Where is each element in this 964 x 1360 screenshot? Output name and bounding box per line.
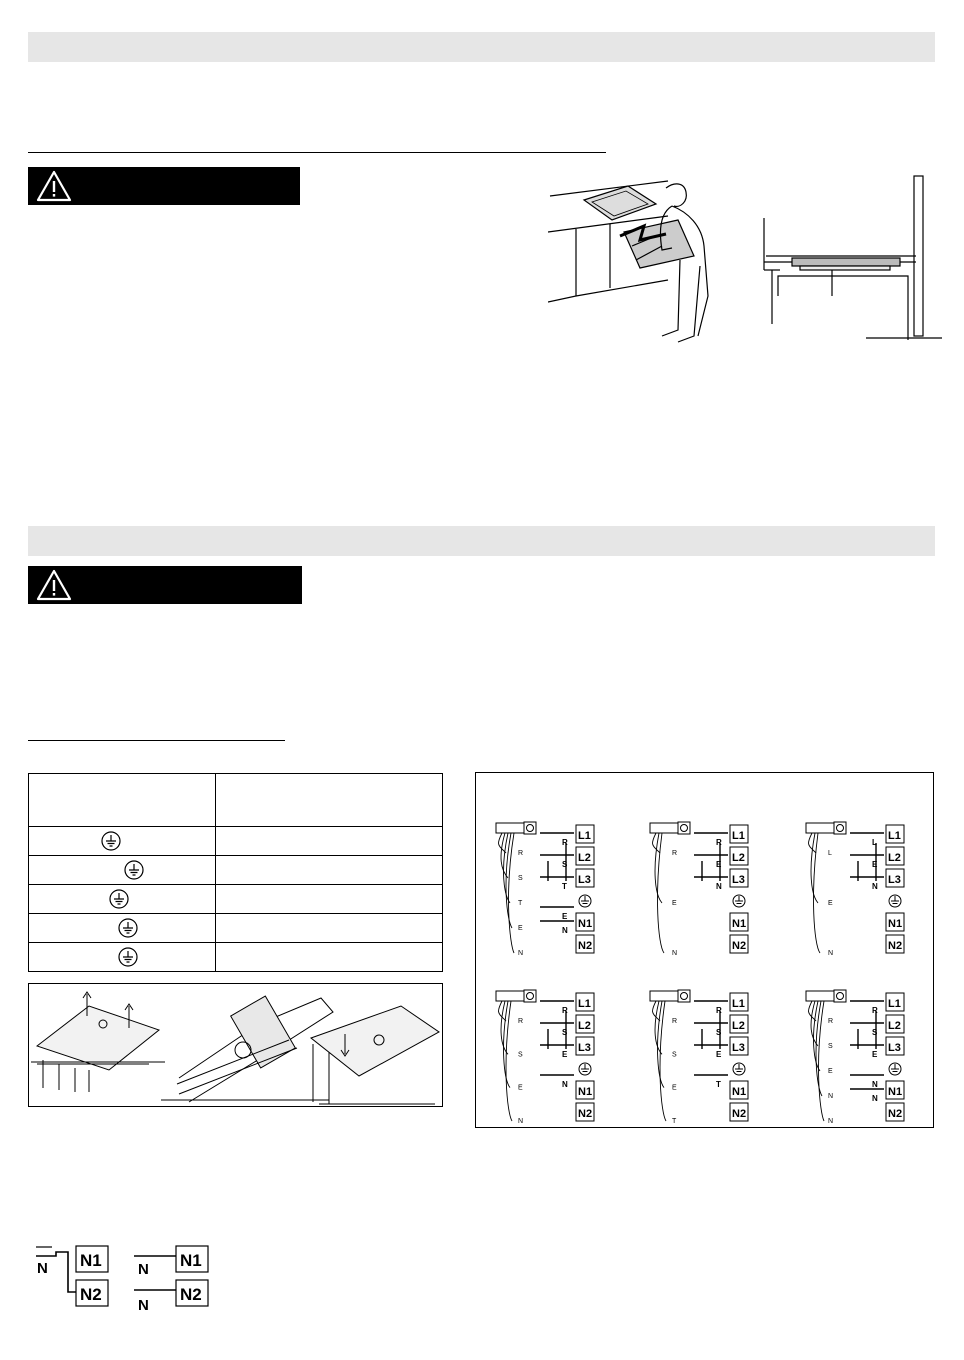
terminal-block-n1 (886, 1081, 904, 1099)
earth-ground-icon (101, 831, 121, 856)
svg-text:L3: L3 (732, 874, 745, 886)
wire-label: S (672, 1051, 677, 1059)
svg-text:L1: L1 (888, 998, 901, 1010)
terminal-block-n2 (730, 1103, 748, 1121)
bus-label: E (872, 1050, 878, 1059)
wire-label: N (518, 1118, 524, 1125)
bus-label: E (716, 1050, 722, 1059)
svg-text:L3: L3 (888, 874, 901, 886)
hob-installation-figure (548, 176, 748, 346)
wiring-diagrams (476, 773, 933, 1127)
neutral-wire-label: N (37, 1260, 48, 1277)
terminal-block-n1 (886, 913, 904, 931)
terminal-block-l3 (886, 869, 904, 887)
wire-label: R (518, 1018, 524, 1025)
terminal-block-n1 (576, 1081, 594, 1099)
wire-label: E (672, 900, 677, 907)
terminal-block-l3 (576, 1037, 594, 1055)
bus-label: T (562, 882, 567, 891)
terminal-block-n1 (730, 913, 748, 931)
section-header-band-1 (28, 32, 935, 62)
terminal-block-l2 (576, 847, 594, 865)
terminal-block-l2 (730, 1015, 748, 1033)
terminal-label-n2: N2 (80, 1285, 102, 1304)
terminal-label-n2: N2 (180, 1285, 202, 1304)
warning-triangle-icon (36, 569, 72, 601)
bus-label: N (872, 1080, 878, 1089)
wire-label: N (672, 950, 678, 957)
bus-label: L (872, 838, 877, 847)
terminal-block-l1 (576, 825, 594, 843)
bus-label: T (716, 1080, 721, 1089)
svg-text:N1: N1 (732, 1086, 747, 1098)
bus-label: R (562, 1006, 568, 1015)
bus-label: R (872, 1006, 878, 1015)
table-row (29, 943, 443, 972)
terminal-block-n2 (576, 935, 594, 953)
wire-label: N (828, 1093, 834, 1100)
terminal-block-l3 (886, 1037, 904, 1055)
wiring-diagram (496, 822, 594, 957)
bus-label: S (562, 860, 568, 869)
wire-label: E (518, 1084, 523, 1092)
terminal-block-l1 (730, 993, 748, 1011)
subheading-rule-1 (28, 152, 606, 153)
svg-text:N1: N1 (732, 918, 747, 930)
terminal-block-n2 (730, 935, 748, 953)
svg-text:N2: N2 (578, 1108, 593, 1120)
bus-label: N (716, 882, 722, 891)
wire-label: S (828, 1043, 833, 1050)
terminal-block-n2 (886, 1103, 904, 1121)
terminal-block-l2 (886, 847, 904, 865)
wire-label: N (828, 950, 834, 957)
cross-section-figure (756, 170, 942, 346)
wire (660, 1001, 666, 1121)
bus-label: S (872, 1028, 878, 1037)
svg-text:N2: N2 (578, 940, 593, 952)
table-row (29, 856, 443, 885)
terminal-block-n2 (576, 1103, 594, 1121)
warning-bar-2 (28, 566, 302, 604)
subheading-rule-2 (28, 740, 285, 741)
connection-table (28, 773, 443, 972)
table-row (29, 914, 443, 943)
svg-text:L3: L3 (578, 874, 591, 886)
terminal-block-n1 (576, 913, 594, 931)
table-row (29, 885, 443, 914)
terminal-block-l2 (886, 1015, 904, 1033)
svg-text:L1: L1 (732, 998, 745, 1010)
neutral-jumper-detail (34, 1244, 224, 1324)
svg-text:N1: N1 (578, 918, 593, 930)
wiring-diagram (650, 990, 748, 1125)
svg-text:L2: L2 (732, 1020, 745, 1032)
svg-text:L2: L2 (732, 852, 745, 864)
wire-label: N (518, 950, 524, 957)
svg-text:N1: N1 (888, 918, 903, 930)
bus-label: N (562, 926, 568, 935)
svg-text:N1: N1 (578, 1086, 593, 1098)
svg-text:N2: N2 (888, 1108, 903, 1120)
wire (499, 1001, 506, 1021)
bus-label: S (716, 1028, 722, 1037)
terminal-cover-open-figure (29, 984, 442, 1106)
wire (509, 833, 514, 953)
wire-label: N (828, 1118, 834, 1125)
wire (506, 1001, 512, 1121)
wire-label: T (518, 900, 523, 907)
svg-text:L2: L2 (578, 852, 591, 864)
bus-label: E (872, 860, 878, 869)
svg-text:L2: L2 (888, 1020, 901, 1032)
wiring-diagram (806, 990, 904, 1125)
bus-label: R (716, 1006, 722, 1015)
svg-text:N1: N1 (888, 1086, 903, 1098)
terminal-block-l2 (576, 1015, 594, 1033)
table-row (29, 827, 443, 856)
wire-label: R (828, 1018, 834, 1025)
wire-label: T (672, 1118, 677, 1125)
bus-label: N (872, 1094, 878, 1103)
wire-label: R (518, 850, 524, 857)
svg-text:L2: L2 (578, 1020, 591, 1032)
svg-text:L1: L1 (578, 998, 591, 1010)
wire (819, 1001, 824, 1121)
neutral-wire-label: N (138, 1261, 149, 1278)
svg-text:L3: L3 (888, 1042, 901, 1054)
wire-label: R (672, 850, 678, 857)
wire-label: L (828, 850, 832, 857)
wiring-diagram (650, 822, 748, 957)
bus-label: R (716, 838, 722, 847)
terminal-block-l2 (730, 847, 748, 865)
warning-bar-1 (28, 167, 300, 205)
svg-text:N2: N2 (888, 940, 903, 952)
terminal-block-l1 (730, 825, 748, 843)
bus-label: R (562, 838, 568, 847)
terminal-block-figure-box (28, 983, 443, 1107)
terminal-block-n1 (730, 1081, 748, 1099)
earth-ground-icon (118, 918, 138, 943)
neutral-wire-label: N (138, 1297, 149, 1314)
terminal-block-n2 (886, 935, 904, 953)
bus-label: E (716, 860, 722, 869)
section-header-band-2 (28, 526, 935, 556)
svg-text:L1: L1 (578, 830, 591, 842)
wiring-diagram (496, 990, 594, 1125)
wiring-diagram (806, 822, 904, 957)
svg-text:L3: L3 (578, 1042, 591, 1054)
terminal-block-l1 (886, 993, 904, 1011)
wire-label: E (828, 900, 833, 907)
wire-label: E (518, 925, 523, 932)
svg-text:N2: N2 (732, 940, 747, 952)
terminal-label-n1: N1 (180, 1251, 202, 1270)
svg-text:L2: L2 (888, 852, 901, 864)
bus-label: S (562, 1028, 568, 1037)
bus-label: N (872, 882, 878, 891)
wire-label: E (828, 1068, 833, 1075)
terminal-block-l3 (730, 1037, 748, 1055)
terminal-block-l3 (576, 869, 594, 887)
svg-text:L1: L1 (732, 830, 745, 842)
terminal-label-n1: N1 (80, 1251, 102, 1270)
wire-label: R (672, 1018, 678, 1025)
earth-ground-icon (118, 947, 138, 972)
svg-text:N2: N2 (732, 1108, 747, 1120)
terminal-block-l1 (886, 825, 904, 843)
svg-text:L3: L3 (732, 1042, 745, 1054)
bus-label: E (562, 912, 568, 921)
earth-ground-icon (109, 889, 129, 914)
wiring-diagrams-box (475, 772, 934, 1128)
wire (653, 1001, 660, 1021)
wire-label: S (518, 875, 523, 882)
bus-label: E (562, 1050, 568, 1059)
svg-text:L1: L1 (888, 830, 901, 842)
bus-label: N (562, 1080, 568, 1089)
terminal-block-l1 (576, 993, 594, 1011)
table-header-cell (216, 774, 443, 827)
wire-label: E (672, 1084, 677, 1092)
earth-ground-icon (124, 860, 144, 885)
wire-label: S (518, 1051, 523, 1059)
warning-triangle-icon (36, 170, 72, 202)
terminal-block-l3 (730, 869, 748, 887)
table-header-cell (29, 774, 216, 827)
